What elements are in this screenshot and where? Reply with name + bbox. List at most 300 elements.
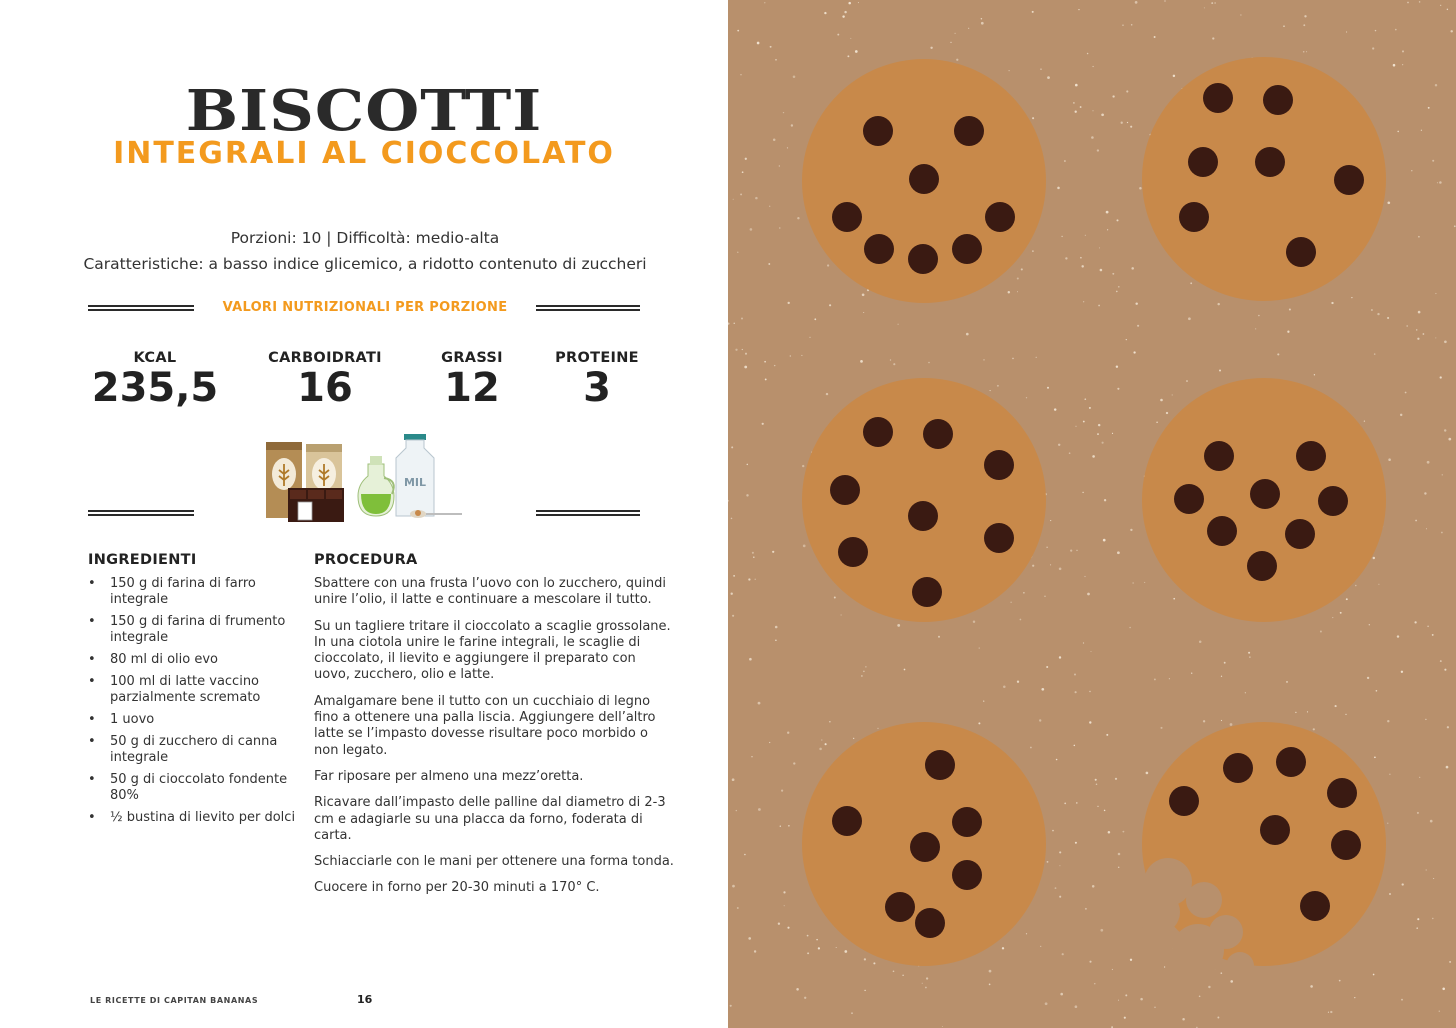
speckle bbox=[1416, 927, 1418, 929]
speckle bbox=[735, 349, 737, 351]
speckle bbox=[1095, 779, 1097, 781]
speckle bbox=[1118, 286, 1120, 288]
speckle bbox=[1010, 602, 1011, 603]
speckle bbox=[858, 2, 859, 3]
speckle bbox=[973, 621, 975, 623]
speckle bbox=[990, 390, 991, 391]
speckle bbox=[1427, 461, 1430, 464]
cookie bbox=[802, 378, 1046, 622]
speckle bbox=[1450, 30, 1452, 32]
chocolate-chip bbox=[1286, 237, 1316, 267]
speckle bbox=[1402, 883, 1404, 885]
recipe-subtitle: INTEGRALI AL CIOCCOLATO bbox=[113, 136, 615, 171]
speckle bbox=[1204, 7, 1205, 8]
chocolate-chip bbox=[923, 419, 953, 449]
speckle bbox=[1295, 712, 1296, 713]
speckle bbox=[734, 323, 735, 324]
speckle bbox=[797, 217, 799, 219]
speckle bbox=[981, 22, 984, 25]
speckle bbox=[796, 988, 799, 991]
speckle bbox=[755, 579, 756, 580]
speckle bbox=[1092, 110, 1093, 111]
speckle bbox=[1098, 305, 1100, 307]
speckle bbox=[1080, 257, 1082, 259]
speckle bbox=[1102, 442, 1104, 444]
speckle bbox=[737, 30, 739, 32]
chocolate-chip bbox=[910, 832, 940, 862]
chocolate-chip bbox=[1169, 786, 1199, 816]
speckle bbox=[1017, 291, 1018, 292]
speckle bbox=[809, 337, 810, 338]
sugar-cube-icon bbox=[298, 502, 312, 520]
speckle bbox=[850, 38, 851, 39]
nutrition-label: CARBOIDRATI bbox=[268, 350, 382, 366]
speckle bbox=[1199, 995, 1201, 997]
speckle bbox=[1387, 201, 1390, 204]
chocolate-chip bbox=[838, 537, 868, 567]
speckle bbox=[942, 1026, 943, 1027]
speckle bbox=[860, 360, 863, 363]
speckle bbox=[730, 1005, 732, 1007]
speckle bbox=[1224, 662, 1226, 664]
speckle bbox=[1258, 315, 1260, 317]
speckle bbox=[769, 206, 770, 207]
speckle bbox=[737, 907, 739, 909]
speckle bbox=[775, 626, 778, 629]
speckle bbox=[1106, 211, 1109, 214]
speckle bbox=[754, 950, 756, 952]
speckle bbox=[821, 739, 822, 740]
speckle bbox=[1064, 803, 1066, 805]
speckle bbox=[1415, 520, 1417, 522]
speckle bbox=[1448, 438, 1451, 441]
speckle bbox=[1116, 291, 1118, 293]
speckle bbox=[1411, 170, 1412, 171]
speckle bbox=[1099, 247, 1100, 248]
speckle bbox=[926, 977, 928, 979]
speckle bbox=[1090, 651, 1091, 652]
speckle bbox=[1444, 669, 1446, 671]
speckle bbox=[966, 333, 969, 336]
speckle bbox=[1182, 1018, 1185, 1021]
nutrition-label: KCAL bbox=[133, 350, 177, 366]
speckle bbox=[826, 393, 828, 395]
speckle bbox=[731, 518, 733, 520]
speckle bbox=[773, 138, 776, 141]
chocolate-chip bbox=[952, 807, 982, 837]
speckle bbox=[769, 742, 770, 743]
speckle bbox=[1100, 269, 1103, 272]
speckle bbox=[1146, 772, 1149, 775]
nutrition-value: 3 bbox=[583, 365, 611, 411]
speckle bbox=[865, 666, 866, 667]
speckle bbox=[1304, 15, 1306, 17]
speckle bbox=[790, 355, 791, 356]
speckle bbox=[1186, 380, 1188, 382]
speckle bbox=[1061, 236, 1062, 237]
speckle bbox=[787, 302, 789, 304]
ingredient-item: • 150 g di farina di farro integrale bbox=[88, 576, 298, 608]
speckle bbox=[1060, 993, 1063, 996]
speckle bbox=[1447, 9, 1448, 10]
speckle bbox=[1097, 806, 1098, 807]
speckle bbox=[1092, 66, 1093, 67]
chocolate-chip bbox=[1204, 441, 1234, 471]
speckle bbox=[1094, 983, 1095, 984]
speckle bbox=[1096, 783, 1098, 785]
chocolate-chip bbox=[830, 475, 860, 505]
speckle bbox=[1081, 265, 1083, 267]
chocolate-chip bbox=[885, 892, 915, 922]
speckle bbox=[764, 2, 765, 3]
speckle bbox=[1126, 90, 1128, 92]
speckle bbox=[1371, 309, 1373, 311]
speckle bbox=[1417, 918, 1419, 920]
speckle bbox=[1440, 660, 1442, 662]
speckle bbox=[746, 494, 748, 496]
speckle bbox=[1208, 986, 1210, 988]
chocolate-chip bbox=[952, 234, 982, 264]
speckle bbox=[997, 385, 999, 387]
speckle bbox=[1075, 691, 1077, 693]
speckle bbox=[1117, 388, 1119, 390]
speckle bbox=[1115, 778, 1117, 780]
speckle bbox=[787, 147, 788, 148]
chocolate-chip bbox=[1327, 778, 1357, 808]
speckle bbox=[1217, 303, 1219, 305]
chocolate-chip bbox=[925, 750, 955, 780]
chocolate-chip bbox=[912, 577, 942, 607]
speckle bbox=[1075, 111, 1077, 113]
speckle bbox=[1127, 122, 1128, 123]
speckle bbox=[1283, 25, 1285, 27]
speckle bbox=[1041, 688, 1044, 691]
chocolate-chip bbox=[908, 244, 938, 274]
speckle bbox=[1023, 592, 1025, 594]
ingredient-item: • 50 g di zucchero di canna integrale bbox=[88, 734, 298, 766]
speckle bbox=[1440, 376, 1442, 378]
speckle bbox=[1199, 641, 1202, 644]
speckle bbox=[1112, 969, 1113, 970]
speckle bbox=[1345, 714, 1346, 715]
chocolate-chip bbox=[1331, 830, 1361, 860]
speckle bbox=[1211, 2, 1213, 4]
speckle bbox=[1372, 47, 1374, 49]
speckle bbox=[750, 228, 753, 231]
speckle bbox=[1133, 351, 1135, 353]
speckle bbox=[1286, 681, 1288, 683]
speckle bbox=[956, 59, 958, 61]
speckle bbox=[1164, 0, 1165, 1]
speckle bbox=[1032, 117, 1034, 119]
speckle bbox=[779, 165, 780, 166]
speckle bbox=[1089, 691, 1090, 692]
speckle bbox=[1036, 357, 1037, 358]
speckle bbox=[804, 997, 806, 999]
speckle bbox=[768, 263, 770, 265]
speckle bbox=[989, 984, 991, 986]
speckle bbox=[1387, 823, 1388, 824]
speckle bbox=[1214, 2, 1215, 3]
speckle bbox=[1248, 652, 1250, 654]
speckle bbox=[983, 700, 984, 701]
speckle bbox=[853, 738, 854, 739]
speckle bbox=[1046, 666, 1048, 668]
speckle bbox=[1188, 317, 1191, 320]
speckle bbox=[1417, 812, 1419, 814]
speckle bbox=[1393, 64, 1396, 67]
speckle bbox=[1439, 1010, 1440, 1011]
speckle bbox=[837, 34, 839, 36]
nutrition-fat bbox=[422, 350, 522, 410]
chocolate-chip bbox=[1318, 486, 1348, 516]
rule-left-bottom bbox=[88, 510, 194, 516]
chocolate-chip bbox=[1276, 747, 1306, 777]
ingredient-item: • 100 ml di latte vaccino parzialmente scremato bbox=[88, 674, 298, 706]
speckle bbox=[1075, 1005, 1078, 1008]
speckle bbox=[1089, 407, 1091, 409]
nutrition-value: 12 bbox=[444, 365, 500, 411]
ingredients-heading: INGREDIENTI bbox=[88, 552, 197, 568]
nutrition-caption: VALORI NUTRIZIONALI PER PORZIONE bbox=[222, 300, 508, 315]
speckle bbox=[1245, 692, 1246, 693]
speckle bbox=[1435, 337, 1436, 338]
speckle bbox=[1190, 282, 1192, 284]
speckle bbox=[1395, 29, 1397, 31]
speckle bbox=[1097, 433, 1099, 435]
milk-bottle-icon bbox=[396, 434, 434, 516]
chocolate-chip bbox=[863, 116, 893, 146]
speckle bbox=[1047, 387, 1049, 389]
procedure-step: Cuocere in forno per 20-30 minuti a 170° C. bbox=[314, 880, 600, 896]
speckle bbox=[825, 743, 827, 745]
speckle bbox=[1030, 747, 1032, 749]
speckle bbox=[1221, 972, 1223, 974]
speckle bbox=[728, 500, 729, 502]
speckle bbox=[1097, 149, 1099, 151]
speckle bbox=[783, 891, 785, 893]
nutrition-label: GRASSI bbox=[441, 350, 503, 366]
chocolate-chip bbox=[832, 806, 862, 836]
speckle bbox=[893, 970, 895, 972]
speckle bbox=[1085, 908, 1087, 910]
speckle bbox=[1387, 720, 1389, 722]
chocolate-chip bbox=[1207, 516, 1237, 546]
speckle bbox=[1373, 974, 1375, 976]
speckle bbox=[1330, 1011, 1332, 1013]
chocolate-chip bbox=[1203, 83, 1233, 113]
chocolate-chip bbox=[1250, 479, 1280, 509]
speckle bbox=[1212, 37, 1214, 39]
speckle bbox=[1217, 1017, 1219, 1019]
chocolate-chip bbox=[864, 234, 894, 264]
speckle bbox=[1424, 492, 1426, 494]
procedure-step: Ricavare dall’impasto delle palline dal diametro di 2-3 cm e adagiarle su una placca da forno, foderata di carta. bbox=[314, 795, 666, 843]
speckle bbox=[732, 615, 734, 617]
speckle bbox=[1154, 36, 1156, 38]
speckle bbox=[844, 11, 846, 13]
speckle bbox=[1118, 853, 1121, 856]
ingredients-illustration bbox=[262, 434, 466, 524]
speckle bbox=[1428, 107, 1430, 109]
chocolate-chip bbox=[984, 450, 1014, 480]
ingredient-item: • 1 uovo bbox=[88, 712, 298, 728]
speckle bbox=[731, 446, 733, 448]
recipe-title: BISCOTTI bbox=[185, 77, 543, 144]
nutrition-carbs bbox=[258, 350, 392, 410]
speckle bbox=[1154, 1007, 1155, 1008]
speckle bbox=[758, 808, 761, 811]
speckle bbox=[1397, 635, 1399, 637]
speckle bbox=[784, 905, 785, 906]
rule-right-bottom bbox=[536, 510, 640, 516]
speckle bbox=[775, 640, 777, 642]
speckle bbox=[1059, 851, 1061, 853]
speckle bbox=[793, 762, 795, 764]
speckle bbox=[1441, 532, 1443, 534]
speckle bbox=[842, 15, 844, 17]
speckle bbox=[1121, 122, 1123, 124]
speckle bbox=[1374, 756, 1376, 758]
chocolate-chip bbox=[915, 908, 945, 938]
speckle bbox=[764, 361, 766, 363]
speckle bbox=[1432, 634, 1434, 636]
characteristics: Caratteristiche: a basso indice glicemico, a ridotto contenuto di zuccheri bbox=[83, 255, 647, 273]
procedure-step: Sbattere con una frusta l’uovo con lo zucchero, quindi unire l’olio, il latte e continuare a mescolare il tutto. bbox=[314, 576, 666, 608]
bitten-cookie bbox=[1136, 722, 1386, 980]
cookie bbox=[1142, 57, 1386, 301]
speckle bbox=[733, 575, 735, 577]
speckle bbox=[922, 983, 923, 984]
speckle bbox=[968, 28, 969, 29]
speckle bbox=[1418, 311, 1421, 314]
speckle bbox=[737, 252, 738, 253]
speckle bbox=[793, 75, 796, 78]
speckle bbox=[733, 199, 734, 200]
speckle bbox=[772, 551, 774, 553]
speckle bbox=[1122, 831, 1124, 833]
nutrition-protein bbox=[546, 350, 648, 410]
speckle bbox=[765, 378, 767, 380]
speckle bbox=[1351, 297, 1352, 298]
speckle bbox=[1052, 830, 1054, 832]
speckle bbox=[1091, 136, 1094, 139]
speckle bbox=[728, 322, 730, 324]
speckle bbox=[855, 50, 858, 53]
speckle bbox=[1339, 980, 1341, 982]
speckle bbox=[954, 33, 955, 34]
speckle bbox=[1144, 582, 1145, 583]
chocolate-chip bbox=[1188, 147, 1218, 177]
speckle bbox=[1046, 547, 1047, 548]
speckle bbox=[1454, 225, 1456, 227]
speckle bbox=[1414, 621, 1416, 623]
speckle bbox=[1047, 76, 1050, 79]
speckle bbox=[788, 825, 790, 827]
speckle bbox=[1314, 374, 1315, 375]
speckle bbox=[1124, 1017, 1126, 1019]
speckle bbox=[1032, 11, 1034, 13]
speckle bbox=[1164, 966, 1165, 967]
chocolate-chip bbox=[1223, 753, 1253, 783]
speckle bbox=[762, 423, 764, 425]
speckle bbox=[1092, 455, 1095, 458]
speckle bbox=[1173, 75, 1175, 77]
cookie bbox=[802, 59, 1046, 303]
speckle bbox=[814, 318, 816, 320]
speckle bbox=[1017, 681, 1019, 683]
speckle bbox=[1156, 422, 1158, 424]
speckle bbox=[1449, 961, 1451, 963]
speckle bbox=[1065, 257, 1067, 259]
speckle bbox=[1310, 985, 1313, 988]
ingredients-list bbox=[88, 576, 298, 832]
speckle bbox=[1092, 885, 1095, 888]
speckle bbox=[829, 304, 831, 306]
ingredient-item: • 80 ml di olio evo bbox=[88, 652, 298, 668]
chocolate-chip bbox=[1260, 815, 1290, 845]
speckle bbox=[1303, 24, 1305, 26]
speckle bbox=[1039, 719, 1041, 721]
speckle bbox=[1130, 959, 1132, 961]
speckle bbox=[1306, 51, 1307, 52]
speckle bbox=[1439, 181, 1442, 184]
speckle bbox=[1112, 95, 1114, 97]
speckle bbox=[1084, 398, 1086, 400]
speckle bbox=[1078, 9, 1079, 10]
speckle bbox=[851, 1012, 853, 1014]
nutrition-label: PROTEINE bbox=[555, 350, 639, 366]
speckle bbox=[1354, 997, 1355, 998]
footer-book-title: LE RICETTE DI CAPITAN BANANAS bbox=[90, 996, 259, 1005]
speckle bbox=[1054, 408, 1056, 410]
speckle bbox=[803, 545, 806, 548]
cookie bbox=[802, 722, 1046, 966]
speckle bbox=[1130, 126, 1132, 128]
speckle bbox=[1355, 585, 1357, 587]
speckle bbox=[1446, 766, 1449, 769]
speckle bbox=[740, 193, 742, 195]
chocolate-chip bbox=[1247, 551, 1277, 581]
cookie bbox=[1142, 378, 1386, 622]
speckle bbox=[1444, 429, 1446, 431]
speckle bbox=[827, 264, 829, 266]
speckle bbox=[1125, 994, 1127, 996]
speckle bbox=[1401, 671, 1403, 673]
speckle bbox=[1104, 499, 1106, 501]
speckle bbox=[1421, 130, 1422, 131]
speckle bbox=[877, 728, 878, 729]
speckle bbox=[732, 778, 735, 781]
speckle bbox=[1050, 564, 1051, 565]
speckle bbox=[1059, 865, 1060, 866]
speckle bbox=[1045, 1002, 1048, 1005]
speckle bbox=[1062, 953, 1064, 955]
speckle bbox=[893, 363, 895, 365]
speckle bbox=[1435, 293, 1436, 294]
speckle bbox=[1112, 273, 1114, 275]
speckle bbox=[751, 756, 752, 757]
speckle bbox=[1154, 678, 1156, 680]
speckle bbox=[748, 937, 751, 940]
speckle bbox=[847, 55, 849, 57]
ingredient-item: • 50 g di cioccolato fondente 80% bbox=[88, 772, 298, 804]
speckle bbox=[1026, 933, 1027, 934]
speckle bbox=[938, 636, 940, 638]
speckle bbox=[1080, 106, 1082, 108]
speckle bbox=[1166, 412, 1168, 414]
speckle bbox=[1375, 30, 1376, 31]
